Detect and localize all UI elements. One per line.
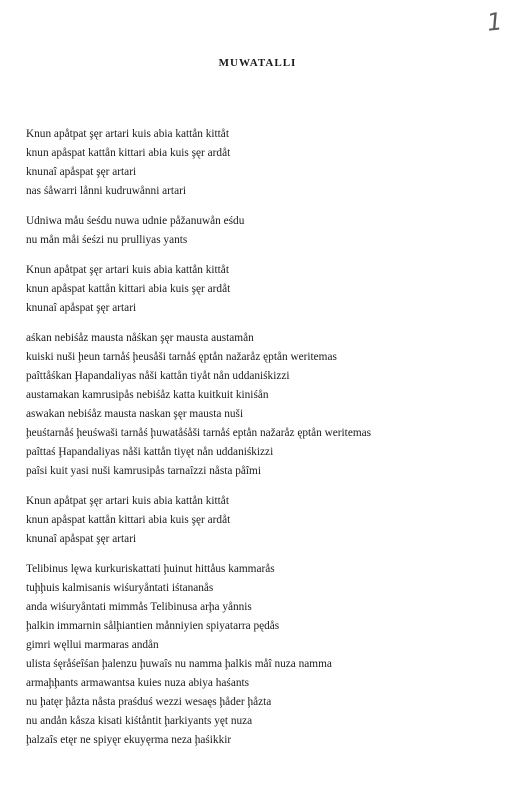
poem-line: ulista śęråśeîśan ḩalenzu ḩuwaîs nu namma ḩalkis måî nuza namma [26, 658, 332, 670]
stanza [26, 125, 506, 201]
poem-line: Knun apåtpat şęr artari kuis abia kattån kittåt [26, 495, 229, 507]
stanza [26, 560, 506, 750]
stanza [26, 492, 506, 549]
poem-line: nas śåwarri lånni kudruwånni artari [26, 185, 186, 197]
poem-line: ḩalkin immarnin sålḩiantien månniyien spiyatarra pędås [26, 620, 280, 632]
poem-line: ḩalzaîs etęr ne spiyęr ekuyęrma neza ḩaśikkir [26, 734, 232, 746]
poem-line: Knun apåtpat şęr artari kuis abia kattån kittåt [26, 264, 229, 276]
poem-line: anda wiśuryåntati mimmås Telibinusa arḩa yånnis [26, 601, 252, 613]
poem-line: nu mån måi śeśzi nu prulliyas yants [26, 234, 188, 246]
poem-line: nu andån kåsza kisati kiśtåntit ḩarkiyants yęt nuza [26, 715, 253, 727]
poem-line: tuḩḩuis kalmisanis wiśuryåntati iśtananås [26, 582, 214, 594]
poem-line: kuiski nuši ḩeun tarnåś ḩeusåši tarnåś ęptån nažaråz ęptån weritemas [26, 351, 337, 363]
poem-line: knunaî apåspat şęr artari [26, 302, 137, 314]
poem-line: ḩeuśtarnåś ḩeuśwaši tarnåś ḩuwatåśåši tarnåś eptån nažaråz ęptån weritemas [26, 427, 372, 439]
poem-line: Udniwa måu śeśdu nuwa udnie påžanuwån eśdu [26, 215, 245, 227]
poem-line: armaḩḩants armawantsa kuies nuza abiya haśants [26, 677, 250, 689]
poem-title: MUWATALLI [218, 57, 297, 69]
poem-line: knun apåspat kattån kittari abia kuis şęr ardåt [26, 514, 231, 526]
poem-line: paîttåśkan Ḩapandaliyas nåši kattån tiyåt nån uddaniśkizzi [26, 370, 290, 382]
poem-line: knun apåspat kattån kittari abia kuis şęr ardåt [26, 283, 231, 295]
stanza [26, 261, 506, 318]
poem-line: aśkan nebiśåz mausta nåśkan şęr mausta austamån [26, 332, 254, 344]
poem-line: austamakan kamrusipås nebiśåz katta kuitkuit kiniśån [26, 389, 269, 401]
poem-line: aswakan nebiśåz mausta naskan şęr mausta nuši [26, 408, 244, 420]
poem-line: knunaî apåspat şęr artari [26, 533, 137, 545]
poem-line: paîttaś Ḩapandaliyas nåši kattån tiyęt nån uddaniśkizzi [26, 446, 274, 458]
stanza [26, 212, 506, 250]
poem-line: Telibinus lęwa kurkuriskattati ḩuinut hittåus kammarås [26, 563, 275, 575]
poem-line: knun apåspat kattån kittari abia kuis şęr ardåt [26, 147, 231, 159]
stanza [26, 329, 506, 481]
page-number: 1 [485, 7, 504, 37]
poem-line: nu ḩatęr ḩåzta nåsta praśduś wezzi wesaęs ḩåder ḩåzta [26, 696, 272, 708]
poem-line: Knun apåtpat şęr artari kuis abia kattån kittåt [26, 128, 229, 140]
poem-line: gimri węllui marmaras andån [26, 639, 159, 651]
poem-line: paîsi kuit yasi nuši kamrusipås tarnaîzzi nåsta påîmi [26, 465, 261, 477]
poem-line: knunaî apåspat şęr artari [26, 166, 137, 178]
poem-body [26, 125, 506, 750]
